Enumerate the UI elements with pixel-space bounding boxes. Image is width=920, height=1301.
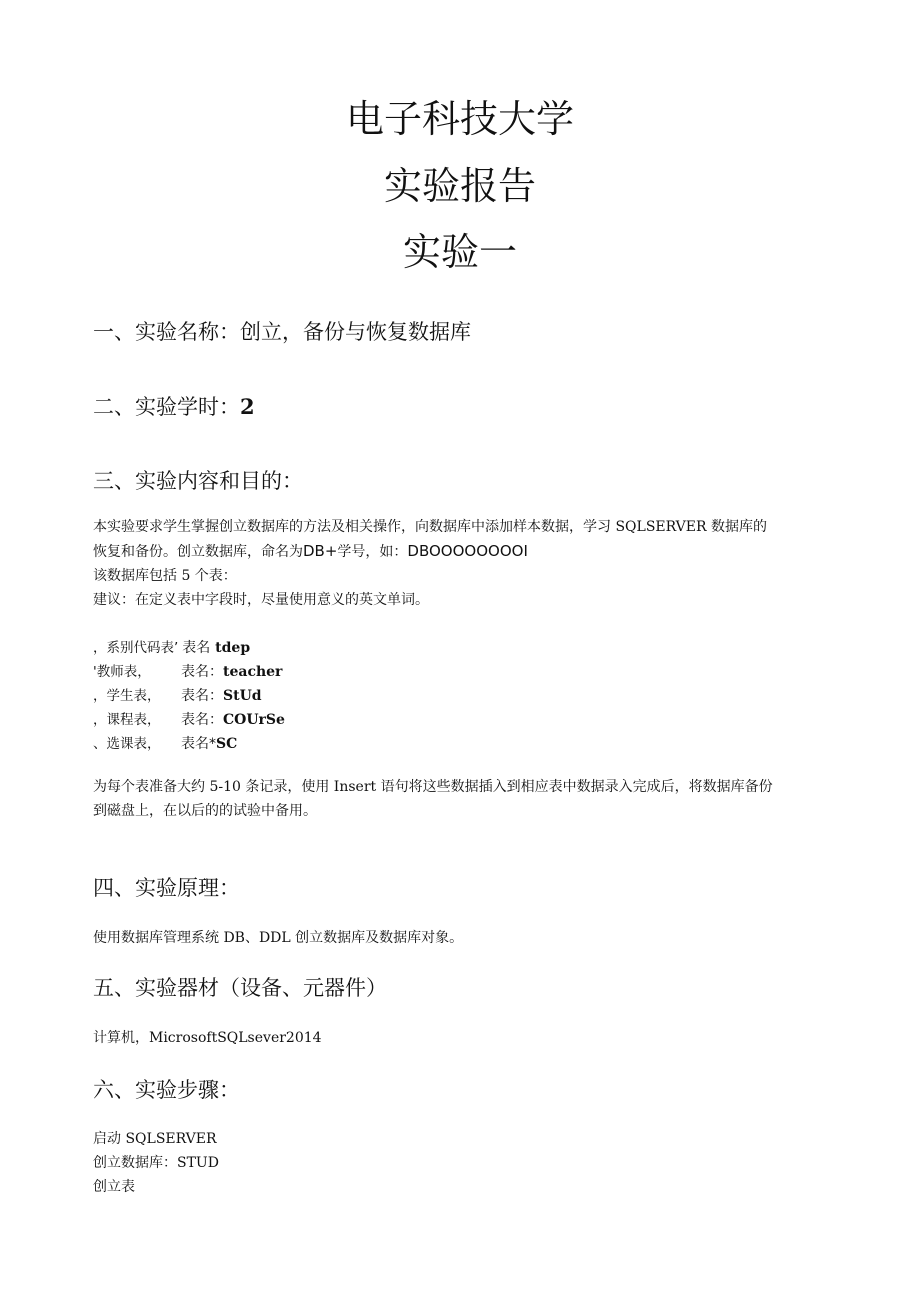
- equipment-text: 计算机，MicrosoftSQLsever2014: [93, 1030, 322, 1046]
- steps-list: [93, 1127, 833, 1199]
- intro-paragraph: [93, 515, 833, 612]
- table-label: ，系别代码表’: [93, 640, 179, 656]
- step-item: 创立数据库：STUD: [93, 1155, 219, 1171]
- table-name: 表名*SC: [181, 736, 238, 752]
- table-label: ，学生表，: [93, 688, 161, 704]
- table-label: 、选课表，: [93, 736, 161, 752]
- step-item: 启动 SQLSERVER: [93, 1131, 217, 1147]
- table-name: 表名 tdep: [182, 640, 251, 656]
- report-title: 实验报告: [383, 164, 536, 208]
- section-2-label: 二、实验学时：: [93, 395, 240, 419]
- db-example: DBOOOOOOOOI: [407, 542, 528, 560]
- table-item: [93, 684, 285, 708]
- section-1-heading: [93, 319, 471, 345]
- table-list: [93, 636, 285, 756]
- records-line-2: 到磁盘上，在以后的的试验中备用。: [93, 803, 317, 819]
- intro-line-2: [93, 539, 833, 564]
- table-item: [93, 636, 285, 660]
- section-2-heading: [93, 394, 255, 420]
- section-3-heading: 三、实验内容和目的：: [93, 469, 303, 493]
- experiment-name: 创立，备份与恢复数据库: [240, 320, 471, 344]
- suggestion: 建议：在定义表中字段时，尽量使用意义的英文单词。: [93, 592, 429, 608]
- db-prefix: DB+: [303, 542, 338, 560]
- records-paragraph: [93, 775, 833, 823]
- table-label: '教师表，: [93, 664, 151, 680]
- class-hours: 2: [240, 394, 255, 419]
- section-6-heading: 六、实验步骤：: [93, 1078, 240, 1102]
- table-name: 表名：StUd: [181, 688, 262, 704]
- table-name: 表名：teacher: [181, 664, 283, 680]
- intro-line-1: 本实验要求学生掌握创立数据库的方法及相关操作，向数据库中添加样本数据，学习 SQLSERVER 数据库的: [93, 519, 767, 535]
- section-5-heading: 五、实验器材（设备、元器件）: [93, 976, 387, 1000]
- table-item: [93, 660, 285, 684]
- step-item: 创立表: [93, 1179, 135, 1195]
- university-title: 电子科技大学: [345, 97, 574, 141]
- principle-text: 使用数据库管理系统 DB、DDL 创立数据库及数据库对象。: [93, 930, 464, 946]
- table-item: [93, 732, 285, 756]
- table-item: [93, 708, 285, 732]
- table-name: 表名：COUrSe: [181, 712, 285, 728]
- intro-text: 恢复和备份。创立数据库，命名为: [93, 544, 303, 560]
- table-label: ，课程表，: [93, 712, 161, 728]
- section-4-heading: 四、实验原理：: [93, 876, 240, 900]
- experiment-title: 实验一: [402, 230, 517, 274]
- records-line-1: 为每个表准备大约 5-10 条记录，使用 Insert 语句将这些数据插入到相应表中数据录入完成后，将数据库备份: [93, 779, 773, 795]
- intro-text-2: 学号，如：: [337, 544, 408, 560]
- section-1-label: 一、实验名称：: [93, 320, 240, 344]
- tables-count: 该数据库包括 5 个表：: [93, 568, 237, 584]
